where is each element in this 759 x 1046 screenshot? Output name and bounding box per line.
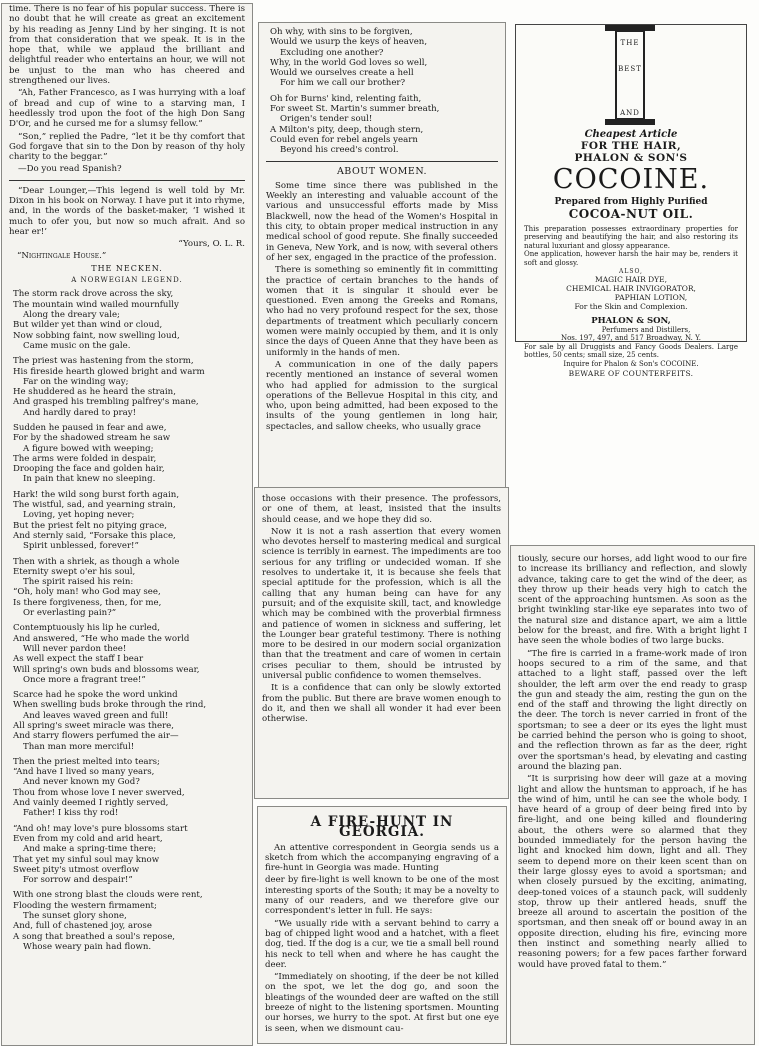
verse-line: A Milton's pity, deep, though stern, (270, 124, 424, 135)
verse-line: The priest was hastening from the storm, (13, 356, 194, 367)
verse-line: Oh why, with sins to be forgiven, (270, 27, 413, 37)
article-paragraph: “It is surprising how deer will gaze at a moving light and allow the huntsman to approach, if he has the wind of him, until he can see the whole body. I have heard of a group of deer being fired into by fire-light, and one being killed and floundering about, the others were so alarmed that they bounded immediately for the person having the light and knocked him down, light and all. They seem to depend more on their keen scent than on their large glossy eyes to avoid a sportsman; and when closely pursued by the exciting, animating, deep-toned voices of a staunch pack, will suddenly stop, throw up their antlered heads, snuff the breeze all around to ascertain the position of the sportsman, and then sneak off or bound away in an opposite direction, eluding his fire, evincing more then instinct and something nearly allied to reasoning powers; for a few paces farther forward would have proved fatal to them.” (518, 774, 747, 970)
stanza (9, 423, 245, 485)
stanza (9, 824, 245, 886)
stanza (9, 490, 245, 552)
article-paragraph: It is a confidence that can only be slowly extorted from the public. But there are brave women enough to do it, and then we shall all wonder it had ever been otherwise. (262, 683, 501, 725)
verse-line: Sweet pity's utmost overflow (13, 864, 140, 875)
verse-line: His fireside hearth glowed bright and warm (13, 366, 205, 377)
divider (266, 161, 498, 162)
article-paragraph: “The fire is carried in a frame-work made of iron hoops secured to a rim of the same, and that attached to a light staff, passed over the left shoulder, the left arm over the end ready to grasp the gun and steady the aim, resting the gun on the end of the staff and throwing the light directly on the deer. The torch is never carried in front of the sportsman; to see a deer or its eyes the light must be carried behind the person who is going to shoot, and the reflection thrown as far as the deer, right over the sportsman's head, by elevating and casting around the blazing pan. (518, 648, 747, 772)
ad-word-best: BEST (618, 65, 642, 73)
intro-paragraph: —Do you read Spanish? (18, 164, 122, 175)
stanza (9, 289, 245, 351)
verse-line: Excluding one another? (280, 47, 384, 58)
verse-line: Eternity swept o'er his soul, (13, 566, 136, 577)
ad-word-and: AND (620, 109, 640, 117)
article-paragraph: An attentive correspondent in Georgia sends us a sketch from which the accompanying engraving of a fire-hunt in Georgia was made. Hunting (265, 842, 499, 874)
verse-line: Will spring's own buds and blossoms wear, (13, 664, 200, 675)
ad-for-hair: FOR THE HAIR, (580, 140, 682, 152)
verse-line: As well expect the staff I bear (13, 654, 144, 665)
ad-product-line: MAGIC HAIR DYE, (595, 275, 667, 285)
verse-line: A figure bowed with weeping; (23, 443, 154, 454)
ad-company: PHALON & SON, (591, 316, 671, 327)
verse-line: Even from my cold and arid heart, (13, 833, 163, 844)
verse-line: And sternly said, “Forsake this place, (13, 530, 176, 541)
verse-line: Then the priest melted into tears; (13, 756, 160, 767)
verse-line: The arms were folded in despair, (13, 453, 157, 464)
column-1-clipping (1, 3, 253, 1046)
verse-line: For sorrow and despair!” (23, 875, 133, 886)
verse-line: Father! I kiss thy rod! (23, 808, 119, 819)
verse-line: Will never pardon thee! (23, 643, 127, 654)
signature-place: “Nightingale House.” (17, 250, 107, 261)
ad-product-line: PAPHIAN LOTION, (614, 293, 688, 303)
article-paragraph: “Immediately on shooting, if the deer be not killed on the spot, we let the dog go, and soon the bleatings of the wounded deer are wafted on the still breeze of night to the listening sportsmen. Mounting our horses, we hurry to the spot. At first but one eye is seen, when we dismount cau- (265, 972, 499, 1034)
stanza (266, 94, 498, 156)
verse-line: Then with a shriek, as though a whole (13, 556, 180, 567)
verse-line: And leaves waved green and full! (23, 710, 169, 721)
article-paragraph: “We usually ride with a servant behind to carry a bag of chipped light wood and a hatchet, with a fleet dog, tied. If the dog is a cur, we tie a small bell round his neck to tell when and where he has caught the deer. (265, 918, 499, 970)
article-paragraph: tiously, secure our horses, add light wood to our fire to increase its brilliancy and reflection, and slowly advance, taking care to get the wind of the deer, as they throw up their heads very high to catch the scent of the approaching huntsmen. As soon as the bright twinkling star-like eye separates into two of the natural size and distance apart, we aim a little below for the breast, and fire. With a bright light I have seen the whole bodies of two large bucks. (518, 554, 747, 647)
verse-line: “And oh! may love's pure blossoms start (13, 823, 188, 834)
verse-line: And starry flowers perfumed the air— (13, 731, 179, 742)
verse-line: Than man more merciful! (23, 741, 135, 752)
column-2-top-clipping (258, 22, 506, 496)
verse-line: Far on the winding way; (23, 376, 129, 387)
verse-line: In pain that knew no sleeping. (23, 474, 156, 485)
fire-hunt-clipping (257, 806, 507, 1044)
ad-product-name: COCOINE. (552, 164, 710, 195)
article-paragraph: Some time since there was published in the Weekly an interesting and valuable account of the various and unsuccessful efforts made by Miss Blackwell, now the head of the Women's Hospital in this city, to obtain proper medical instruction in any medical school of good repute. She finally succeeded in Geneva, New York, and is now, with several others of her sex, engaged in the practice of the profession. (266, 180, 498, 263)
ad-body (524, 127, 738, 378)
verse-line: For sweet St. Martin's summer breath, (270, 104, 440, 115)
ad-product-line: For the Skin and Complexion. (574, 302, 688, 312)
signature: “Yours, O. L. R. (178, 239, 245, 250)
verse-line: That yet my sinful soul may know (13, 854, 160, 865)
verse-line: But the priest felt no pitying grace, (13, 520, 167, 531)
divider (9, 180, 245, 181)
intro-paragraph: “Son,” replied the Padre, “let it be thy comfort that God forgave that sin to the Don by reason of thy holy charity to the beggar.” (9, 131, 245, 163)
verse-line: Spirit unblessed, forever!” (23, 541, 139, 552)
verse-line: “And have I lived so many years, (13, 767, 155, 778)
verse-line: All spring's sweet miracle was there, (13, 721, 174, 731)
fire-hunt-heading: A FIRE-HUNT IN GEORGIA. (310, 814, 454, 841)
verse-line: Beyond his creed's control. (280, 145, 399, 156)
verse-line: Along the dreary vale; (23, 310, 120, 321)
verse-line: Why, in the world God loves so well, (270, 57, 428, 68)
verse-line: Thou from whose love I never swerved, (13, 787, 185, 798)
verse-line: Once more a fragrant tree!” (23, 674, 146, 685)
intro-paragraph: time. There is no fear of his popular success. There is no doubt that he will create as great an excitement by his reading as Jenny Lind by her singing. It is not from that consideration that we speak. It is in the hope that, while we applaud the brilliant and delightful reader who entertains an hour, we will not be unjust to the man who has cheered and strengthened our lives. (9, 4, 245, 87)
verse-line: Would we ourselves create a hell (270, 68, 414, 79)
poem-title: THE NECKEN. (91, 263, 163, 273)
verse-line: Oh for Burns' kind, relenting faith, (270, 93, 422, 104)
article-paragraph: those occasions with their presence. The professors, or one of them, at least, insisted that the insults should cease, and we hope they did so. (262, 494, 501, 525)
ad-description: One application, however harsh the hair may be, renders it soft and glossy. (524, 250, 738, 267)
stanza (9, 757, 245, 819)
verse-line: And never known my God? (23, 777, 140, 788)
article-paragraph: Now it is not a rash assertion that every women who devotes herself to mastering medical and surgical science is terribly in earnest. The impediments are too serious for any trifling or undecided woman. If she resolves to undertake it, it is because she feels that special aptitude for the profession, which is all the calling that any human being can have for any pursuit; and of the exquisite skill, tact, and knowledge which may be combined with the proverbial firmness and patience of women in sickness and suffering, let the Lounger bear grateful testimony. There is nothing more to be desired in our modern social organization than that the treatment and care of women in certain crises peculiar to them, should be intrusted by universal public confidence to women themselves. (262, 526, 501, 682)
verse-line: Origen's tender soul! (280, 114, 373, 125)
verse-line: And answered, “He who made the world (13, 633, 190, 644)
verse-line: A song that breathed a soul's repose, (13, 931, 176, 942)
about-women-heading: ABOUT WOMEN. (336, 165, 428, 177)
verse-line: For by the shadowed stream he saw (13, 433, 171, 444)
ad-prepared: Prepared from Highly Purified (554, 197, 708, 207)
verse-line: And grasped his trembling palfrey's mane, (13, 397, 199, 408)
verse-line: Came music on the gale. (23, 340, 131, 351)
ad-brand: PHALON & SON'S (574, 152, 688, 164)
ad-address: Nos. 197, 497, and 517 Broadway, N. Y. (560, 334, 702, 343)
verse-line: Contemptuously his lip he curled, (13, 623, 160, 634)
verse-line: And vainly deemed I rightly served, (13, 798, 169, 809)
intro-paragraph: “Ah, Father Francesco, as I was hurrying with a loaf of bread and cup of wine to a starving man, I heedlessly trod upon the foot of the high Don Sang D'Or, and he cursed me for a slumsy fellow.” (9, 88, 245, 130)
verse-line: With one strong blast the clouds were rent, (13, 890, 203, 901)
ad-also: ALSO, (619, 268, 643, 276)
verse-line: And hardly dared to pray! (23, 407, 137, 418)
verse-line: Loving, yet hoping never; (23, 510, 135, 521)
ad-description: This preparation possesses extraordinary properties for preserving and beautifying the hair, and also restoring its natural luxuriant and glossy appearance. (524, 225, 738, 250)
verse-line: The mountain wind wailed mournfully (13, 299, 179, 310)
stanza (9, 557, 245, 619)
article-paragraph: deer by fire-light is well known to be one of the most interesting sports of the South; it may be a novelty to many of our readers, and we therefore give our correspondent's letter in full. He says: (265, 875, 499, 917)
verse-line: He shuddered as he heard the strain, (13, 387, 176, 398)
letter-paragraph: “Dear Lounger,—This legend is well told by Mr. Dixon in his book on Norway. I have put it into rhyme, and, in the words of the basket-maker, ‘I wished it much to ofer you, but now so much afrait. And so hear er!’ (9, 185, 245, 237)
stanza (9, 890, 245, 952)
verse-line: Could even for rebel angels yearn (270, 134, 418, 145)
verse-line: The storm rack drove across the sky, (13, 289, 174, 300)
verse-line: When swelling buds broke through the rind, (13, 700, 207, 711)
column-2-middle-clipping (254, 487, 509, 799)
ad-pillar-ornament (602, 25, 658, 127)
verse-line: Is there forgiveness, then, for me, (13, 597, 162, 608)
ad-oil: COCOA-NUT OIL. (568, 207, 694, 221)
verse-line: Sudden he paused in fear and awe, (13, 422, 167, 433)
column-3-clipping (510, 545, 755, 1045)
ad-word-the: THE (620, 39, 640, 47)
cocoine-advertisement (515, 24, 747, 379)
article-paragraph: There is something so eminently fit in committing the practice of certain branches to the hands of women that it is singular it should ever be questioned. Even among the Greeks and Romans, who had no very profound respect for the sex, those departments of treatment which peculiarly concern women were mainly occupied by them, and it is only since the days of Queen Anne that they have been as uniformly in the hands of men. (266, 265, 498, 358)
verse-line: Drooping the face and golden hair, (13, 464, 165, 475)
verse-line: Hark! the wild song burst forth again, (13, 489, 180, 500)
ad-product-line: CHEMICAL HAIR INVIGORATOR, (566, 284, 696, 294)
ad-company-desc: Perfumers and Distillers, (601, 326, 691, 335)
ad-inquire: Inquire for Phalon & Son's COCOINE. (563, 359, 699, 368)
verse-line: Now sobbing faint, now swelling loud, (13, 330, 180, 341)
verse-line: Or everlasting pain?” (23, 608, 117, 619)
verse-line: And make a spring-time there; (23, 844, 157, 855)
stanza (9, 356, 245, 418)
verse-line: Flooding the western firmament; (13, 900, 157, 911)
verse-line: The sunset glory shone, (23, 911, 127, 922)
stanza (266, 27, 498, 89)
ad-sale-info: For sale by all Druggists and Fancy Goods Dealers. Large bottles, 50 cents; small size, 25 cents. (524, 342, 738, 360)
verse-line: Scarce had he spoke the word unkind (13, 690, 178, 701)
article-paragraph: A communication in one of the daily papers recently mentioned an instance of several women who had applied for admission to the surgical operations of the Bellevue Hospital in this city, and who, upon being admitted, had been exposed to the insults of the young gentlemen in long hair, spectacles, and sallow cheeks, who usually grace (266, 359, 498, 432)
ad-cheapest: Cheapest Article (584, 129, 678, 140)
stanza (9, 690, 245, 752)
verse-line: Whose weary pain had flown. (23, 941, 152, 952)
ad-beware: BEWARE OF COUNTERFEITS. (568, 369, 694, 379)
verse-line: “Oh, holy man! who God may see, (13, 587, 161, 598)
verse-line: Would we usurp the keys of heaven, (270, 37, 428, 48)
verse-line: For him we call our brother? (280, 78, 406, 89)
poem-subtitle: A NORWEGIAN LEGEND. (71, 276, 183, 285)
verse-line: The spirit raised his rein: (23, 577, 134, 588)
verse-line: But wilder yet than wind or cloud, (13, 320, 163, 331)
stanza (9, 623, 245, 685)
verse-line: And, full of chastened joy, arose (13, 921, 152, 932)
verse-line: The wistful, sad, and yearning strain, (13, 500, 176, 511)
